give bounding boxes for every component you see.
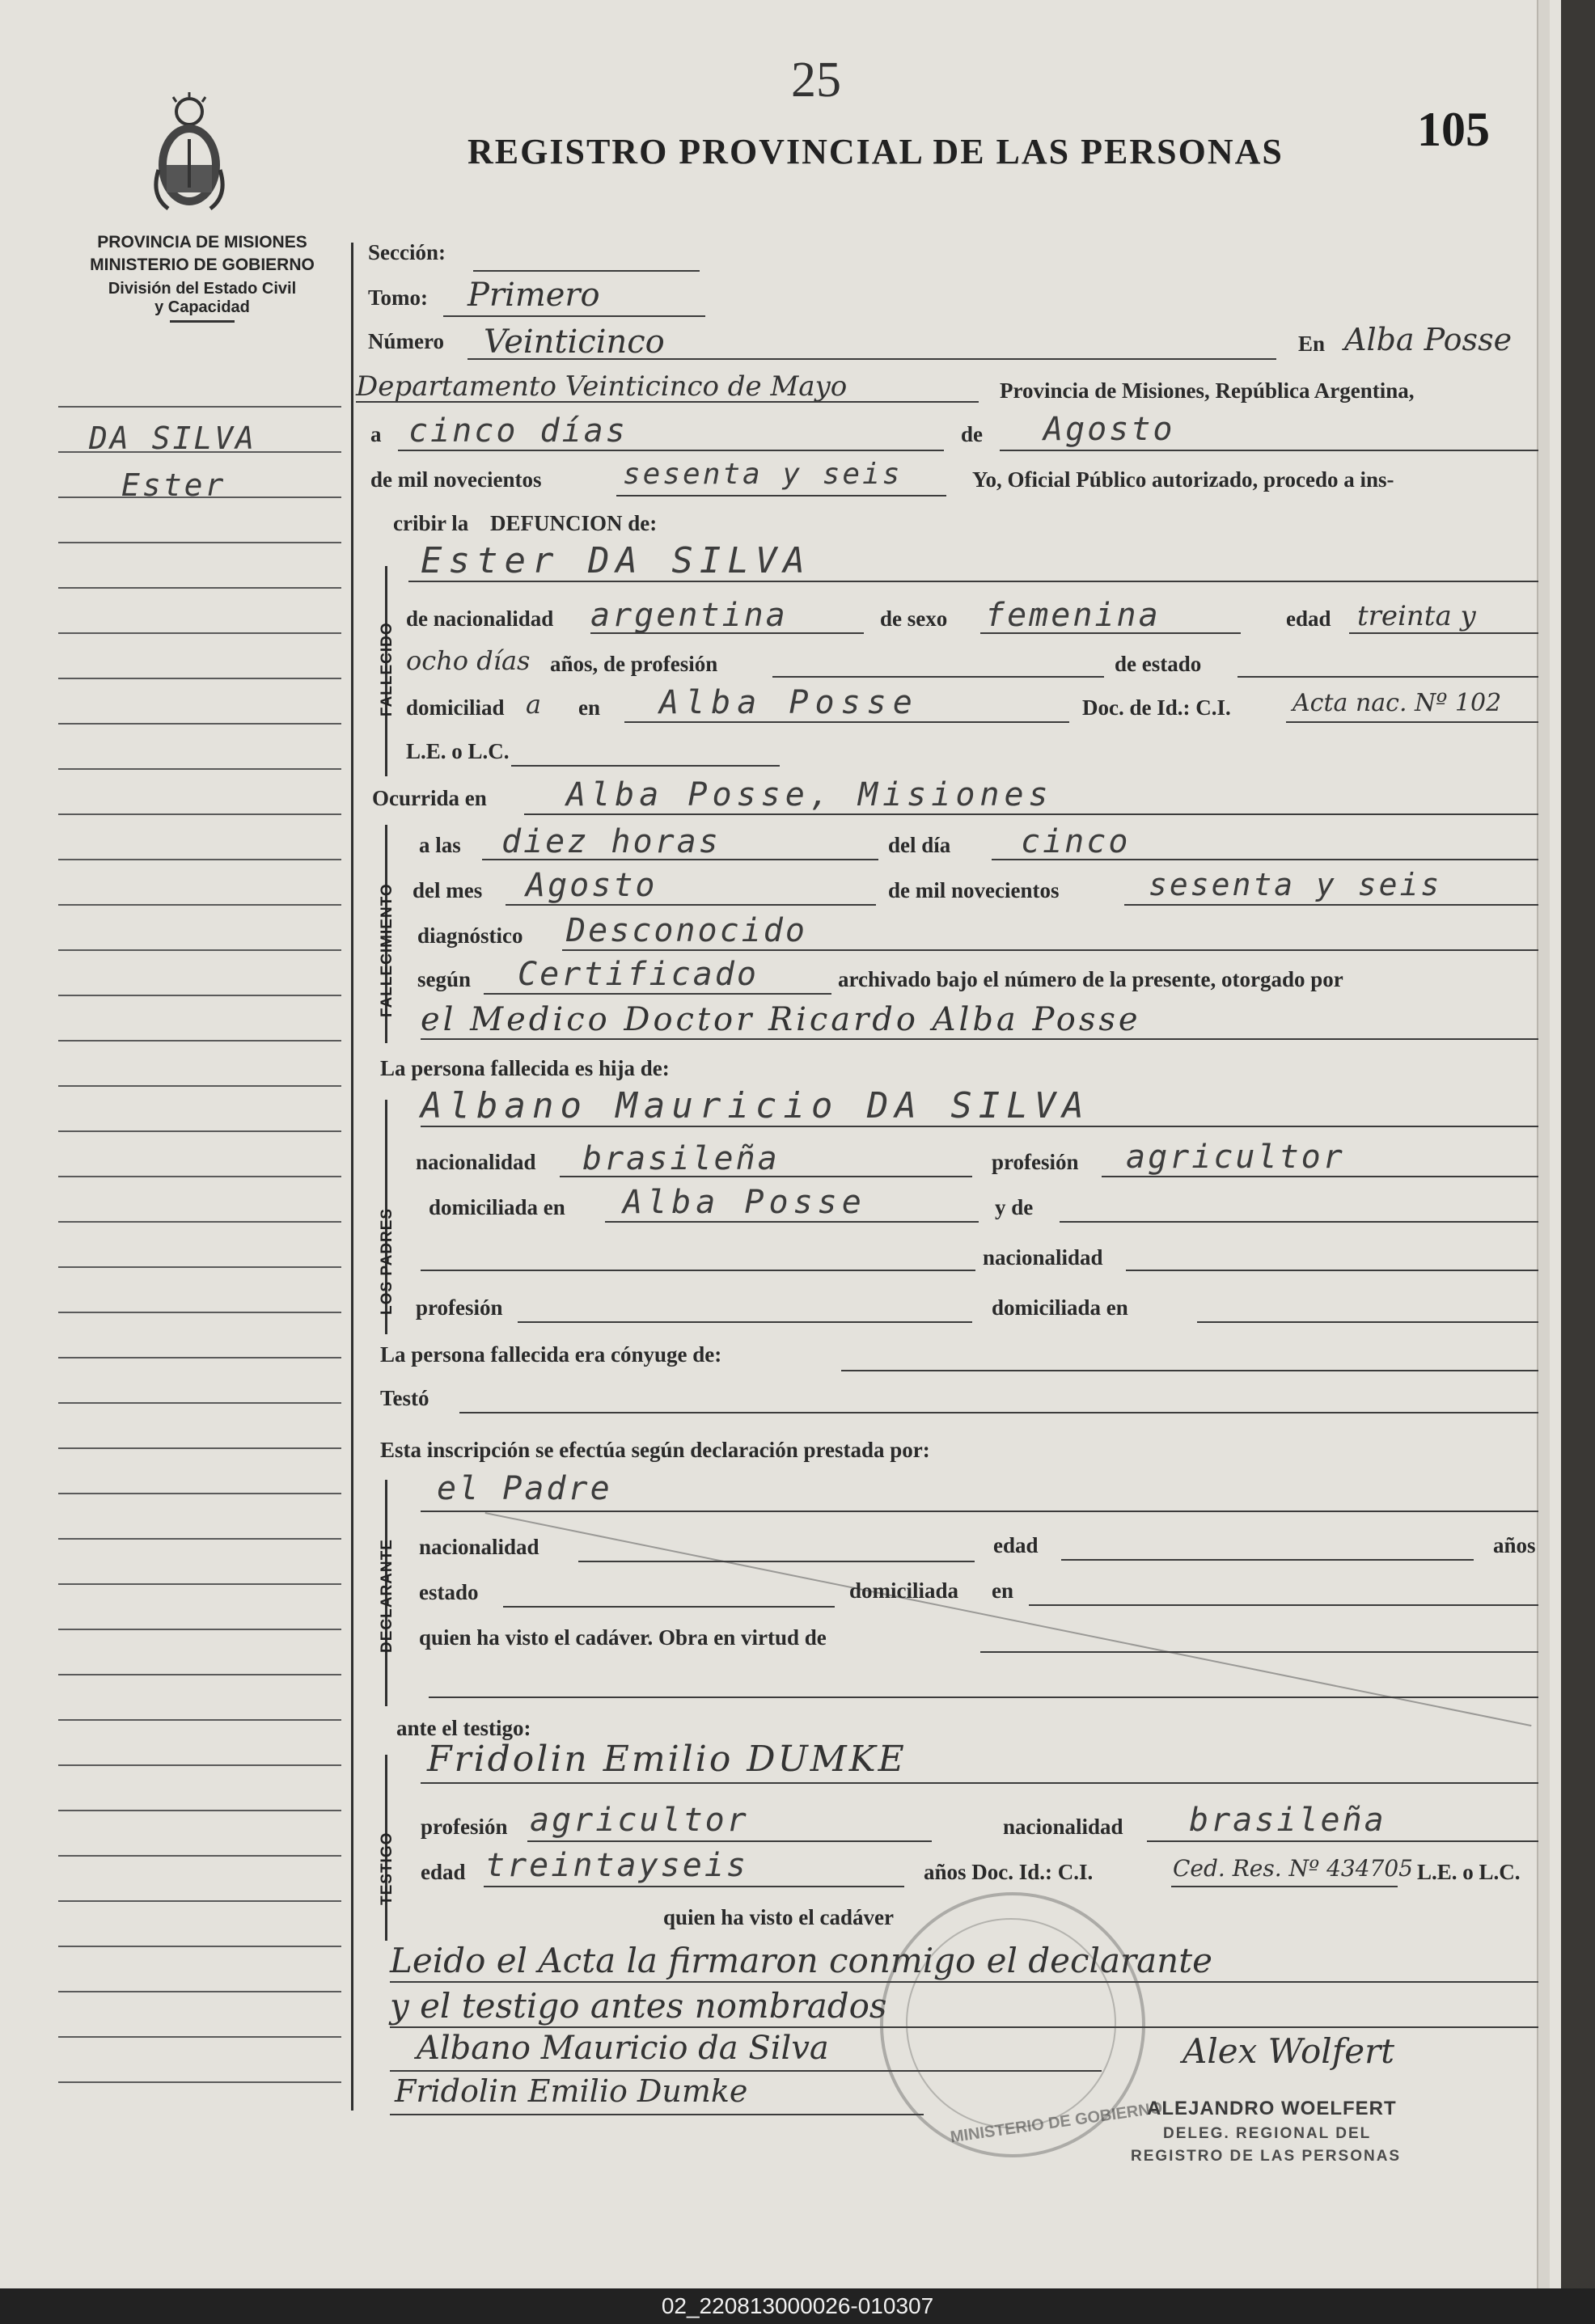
margin-line	[58, 1357, 341, 1358]
label-a: a	[370, 422, 382, 446]
official-title-2: REGISTRO DE LAS PERSONAS	[1131, 2148, 1402, 2165]
coat-of-arms-icon	[144, 91, 235, 212]
side-label-testigo: TESTIGO	[379, 1832, 396, 1905]
entry-ocurrida: Alba Posse, Misiones	[566, 776, 1053, 813]
label-en: En	[1298, 332, 1326, 356]
label-seccion: Sección:	[368, 240, 446, 264]
label-de-nacionalidad: de nacionalidad	[406, 606, 554, 631]
label-de-mil-2: de mil novecientos	[888, 878, 1060, 902]
label-testigo-nacionalidad: nacionalidad	[1003, 1815, 1123, 1839]
filename-bar	[0, 2288, 1595, 2324]
label-doc-id: Doc. de Id.: C.I.	[1082, 695, 1231, 720]
margin-line	[58, 949, 341, 951]
margin-line	[58, 1946, 341, 1947]
entry-domicilio-letra: a	[526, 689, 542, 720]
label-le-lc: L.E. o L.C.	[406, 739, 510, 763]
side-label-padres: LOS PADRES	[379, 1207, 396, 1315]
margin-line	[58, 496, 341, 498]
signature-official: Alex Wolfert	[1182, 2031, 1395, 2071]
margin-line	[58, 1040, 341, 1042]
margin-line	[58, 1900, 341, 1902]
margin-line	[58, 1312, 341, 1313]
margin-line	[58, 451, 341, 453]
margin-line	[58, 542, 341, 543]
side-label-fallecimiento: FALLECIMIENTO	[379, 883, 396, 1017]
page-edge	[1561, 0, 1595, 2324]
label-decl-nacionalidad: nacionalidad	[419, 1535, 539, 1559]
margin-line	[58, 904, 341, 906]
folio-number: 105	[1417, 103, 1490, 156]
margin-line	[58, 1810, 341, 1811]
ministry-line-1: PROVINCIA DE MISIONES	[97, 233, 307, 251]
label-del-mes: del mes	[412, 878, 483, 902]
label-declaracion: Esta inscripción se efectúa según declaración prestada por:	[380, 1438, 930, 1462]
label-testigo-le-lc: L.E. o L.C.	[1417, 1860, 1521, 1884]
label-anos-profesion: años, de profesión	[550, 652, 718, 676]
margin-line	[58, 1764, 341, 1766]
entry-hora: diez horas	[501, 823, 721, 860]
entry-ci: Acta nac. Nº 102	[1292, 689, 1502, 717]
label-testo: Testó	[380, 1386, 429, 1410]
signature-fridolin: Fridolin Emilio Dumke	[395, 2073, 748, 2109]
entry-nombre: Ester DA SILVA	[421, 540, 811, 581]
label-domiciliada-en-madre: domiciliada en	[992, 1295, 1128, 1320]
label-testigo-visto: quien ha visto el cadáver	[663, 1905, 895, 1929]
label-decl-en: en	[992, 1578, 1013, 1603]
label-decl-estado: estado	[419, 1580, 479, 1604]
entry-mes: Agosto	[1043, 411, 1175, 448]
label-de-mil: de mil novecientos	[370, 467, 542, 492]
margin-line	[58, 2081, 341, 2083]
entry-tomo: Primero	[468, 277, 600, 314]
margin-line	[58, 587, 341, 589]
entry-testigo: Fridolin Emilio DUMKE	[427, 1739, 907, 1780]
entry-padre-nacionalidad: brasileña	[582, 1140, 780, 1177]
label-hija-de: La persona fallecida es hija de:	[380, 1056, 670, 1080]
side-label-fallecido: FALLECIDO	[379, 622, 396, 716]
margin-line	[58, 723, 341, 725]
margin-given-name: Ester	[121, 467, 226, 503]
entry-en-lugar: Alba Posse	[1344, 322, 1512, 357]
margin-line	[58, 2036, 341, 2038]
entry-testigo-nacionalidad: brasileña	[1189, 1802, 1386, 1839]
margin-line	[58, 1583, 341, 1585]
label-testigo-anos-doc: años Doc. Id.: C.I.	[924, 1860, 1094, 1884]
margin-line	[58, 1221, 341, 1223]
margin-line	[58, 1538, 341, 1540]
entry-edad-1: treinta y	[1357, 600, 1476, 632]
seal-text: MINISTERIO DE GOBIERNO	[949, 2098, 1164, 2147]
entry-leido-2: y el testigo antes nombrados	[390, 1986, 887, 2026]
margin-line	[58, 1629, 341, 1630]
register-title: REGISTRO PROVINCIAL DE LAS PERSONAS	[468, 132, 1284, 171]
entry-medico: el Medico Doctor Ricardo Alba Posse	[421, 1001, 1141, 1038]
label-decl-anos: años	[1493, 1533, 1536, 1557]
entry-padre-domicilio: Alba Posse	[623, 1184, 866, 1221]
entry-testigo-profesion: agricultor	[530, 1802, 749, 1839]
label-defuncion: DEFUNCION de:	[490, 511, 658, 535]
entry-edad-2: ocho días	[406, 645, 531, 676]
ministry-block	[49, 233, 356, 323]
label-nacionalidad-padre: nacionalidad	[416, 1150, 536, 1174]
entry-dia: cinco días	[408, 412, 628, 450]
label-cribir: cribir la	[393, 511, 469, 535]
margin-line	[58, 406, 341, 408]
label-nacionalidad-madre: nacionalidad	[983, 1245, 1103, 1270]
margin-line	[58, 1447, 341, 1449]
ministry-line-3: División del Estado Civil	[108, 280, 297, 298]
signature-albano: Albano Mauricio da Silva	[417, 2030, 829, 2067]
label-testigo-edad: edad	[421, 1860, 466, 1884]
entry-sexo: femenina	[985, 597, 1161, 634]
entry-declarante: el Padre	[437, 1470, 612, 1507]
entry-mes-fallecimiento: Agosto	[526, 867, 658, 904]
official-title-1: DELEG. REGIONAL DEL	[1163, 2125, 1372, 2142]
filename: 02_220813000026-010307	[661, 2293, 934, 2318]
margin-line	[58, 859, 341, 860]
label-visto-cadaver: quien ha visto el cadáver. Obra en virtud de	[419, 1625, 827, 1650]
entry-padre: Albano Mauricio DA SILVA	[421, 1085, 1090, 1126]
margin-line	[58, 813, 341, 815]
label-yo-oficial: Yo, Oficial Público autorizado, procedo a ins-	[972, 467, 1394, 492]
margin-line	[58, 1674, 341, 1675]
margin-line	[58, 1855, 341, 1857]
entry-nacionalidad: argentina	[590, 597, 788, 634]
label-de-sexo: de sexo	[880, 606, 948, 631]
label-segun: según	[417, 967, 472, 991]
entry-ano: sesenta y seis	[623, 458, 903, 491]
margin-rule	[351, 243, 353, 2111]
label-tomo: Tomo:	[368, 285, 429, 310]
label-de: de	[961, 422, 983, 446]
margin-line	[58, 1402, 341, 1404]
margin-line	[58, 632, 341, 634]
label-edad: edad	[1286, 606, 1331, 631]
entry-departamento: Departamento Veinticinco de Mayo	[356, 370, 848, 403]
entry-leido-1: Leido el Acta la firmaron conmigo el declarante	[390, 1941, 1212, 1980]
entry-segun: Certificado	[518, 956, 759, 993]
label-ante-testigo: ante el testigo:	[396, 1716, 531, 1740]
side-label-declarante: DECLARANTE	[379, 1539, 396, 1653]
label-decl-edad: edad	[993, 1533, 1039, 1557]
entry-padre-profesion: agricultor	[1126, 1139, 1345, 1176]
label-y-de: y de	[995, 1195, 1034, 1219]
label-de-estado: de estado	[1115, 652, 1202, 676]
label-conyuge: La persona fallecida era cónyuge de:	[380, 1342, 722, 1367]
label-numero: Número	[368, 329, 444, 353]
margin-line	[58, 1719, 341, 1721]
label-a-las: a las	[419, 833, 461, 857]
entry-testigo-ci: Ced. Res. Nº 434705	[1173, 1855, 1413, 1882]
label-profesion-madre: profesión	[416, 1295, 503, 1320]
margin-line	[58, 1991, 341, 1992]
label-diagnostico: diagnóstico	[417, 923, 523, 948]
official-name: ALEJANDRO WOELFERT	[1147, 2098, 1397, 2119]
label-domiciliada-en: domiciliada en	[429, 1195, 565, 1219]
label-en-domicilio: en	[578, 695, 600, 720]
entry-numero: Veinticinco	[484, 323, 665, 361]
margin-line	[58, 1130, 341, 1132]
entry-domicilio: Alba Posse	[659, 684, 919, 721]
entry-testigo-edad: treintayseis	[485, 1847, 748, 1884]
label-domiciliado: domiciliad	[406, 695, 505, 720]
page-binding	[1537, 0, 1550, 2288]
entry-diagnostico: Desconocido	[566, 912, 807, 949]
margin-line	[58, 1085, 341, 1087]
margin-line	[58, 1266, 341, 1268]
ministry-line-4: y Capacidad	[154, 298, 250, 316]
label-ocurrida-en: Ocurrida en	[372, 786, 487, 810]
ministry-line-2: MINISTERIO DE GOBIERNO	[90, 256, 315, 274]
entry-ano-fallecimiento: sesenta y seis	[1149, 867, 1442, 902]
margin-line	[58, 1176, 341, 1177]
label-archivado: archivado bajo el número de la presente, otorgado por	[838, 967, 1343, 991]
margin-line	[58, 678, 341, 679]
margin-line	[58, 768, 341, 770]
label-del-dia: del día	[888, 833, 951, 857]
label-testigo-profesion: profesión	[421, 1815, 508, 1839]
label-provincia: Provincia de Misiones, República Argentina,	[1000, 378, 1415, 403]
folio-small: 25	[791, 53, 841, 108]
margin-line	[58, 1493, 341, 1494]
margin-line	[58, 995, 341, 996]
entry-dia-fallecimiento: cinco	[1021, 823, 1131, 860]
label-decl-domiciliada: domiciliada	[849, 1578, 959, 1603]
label-profesion-padre: profesión	[992, 1150, 1079, 1174]
margin-surname: DA SILVA	[89, 420, 257, 456]
